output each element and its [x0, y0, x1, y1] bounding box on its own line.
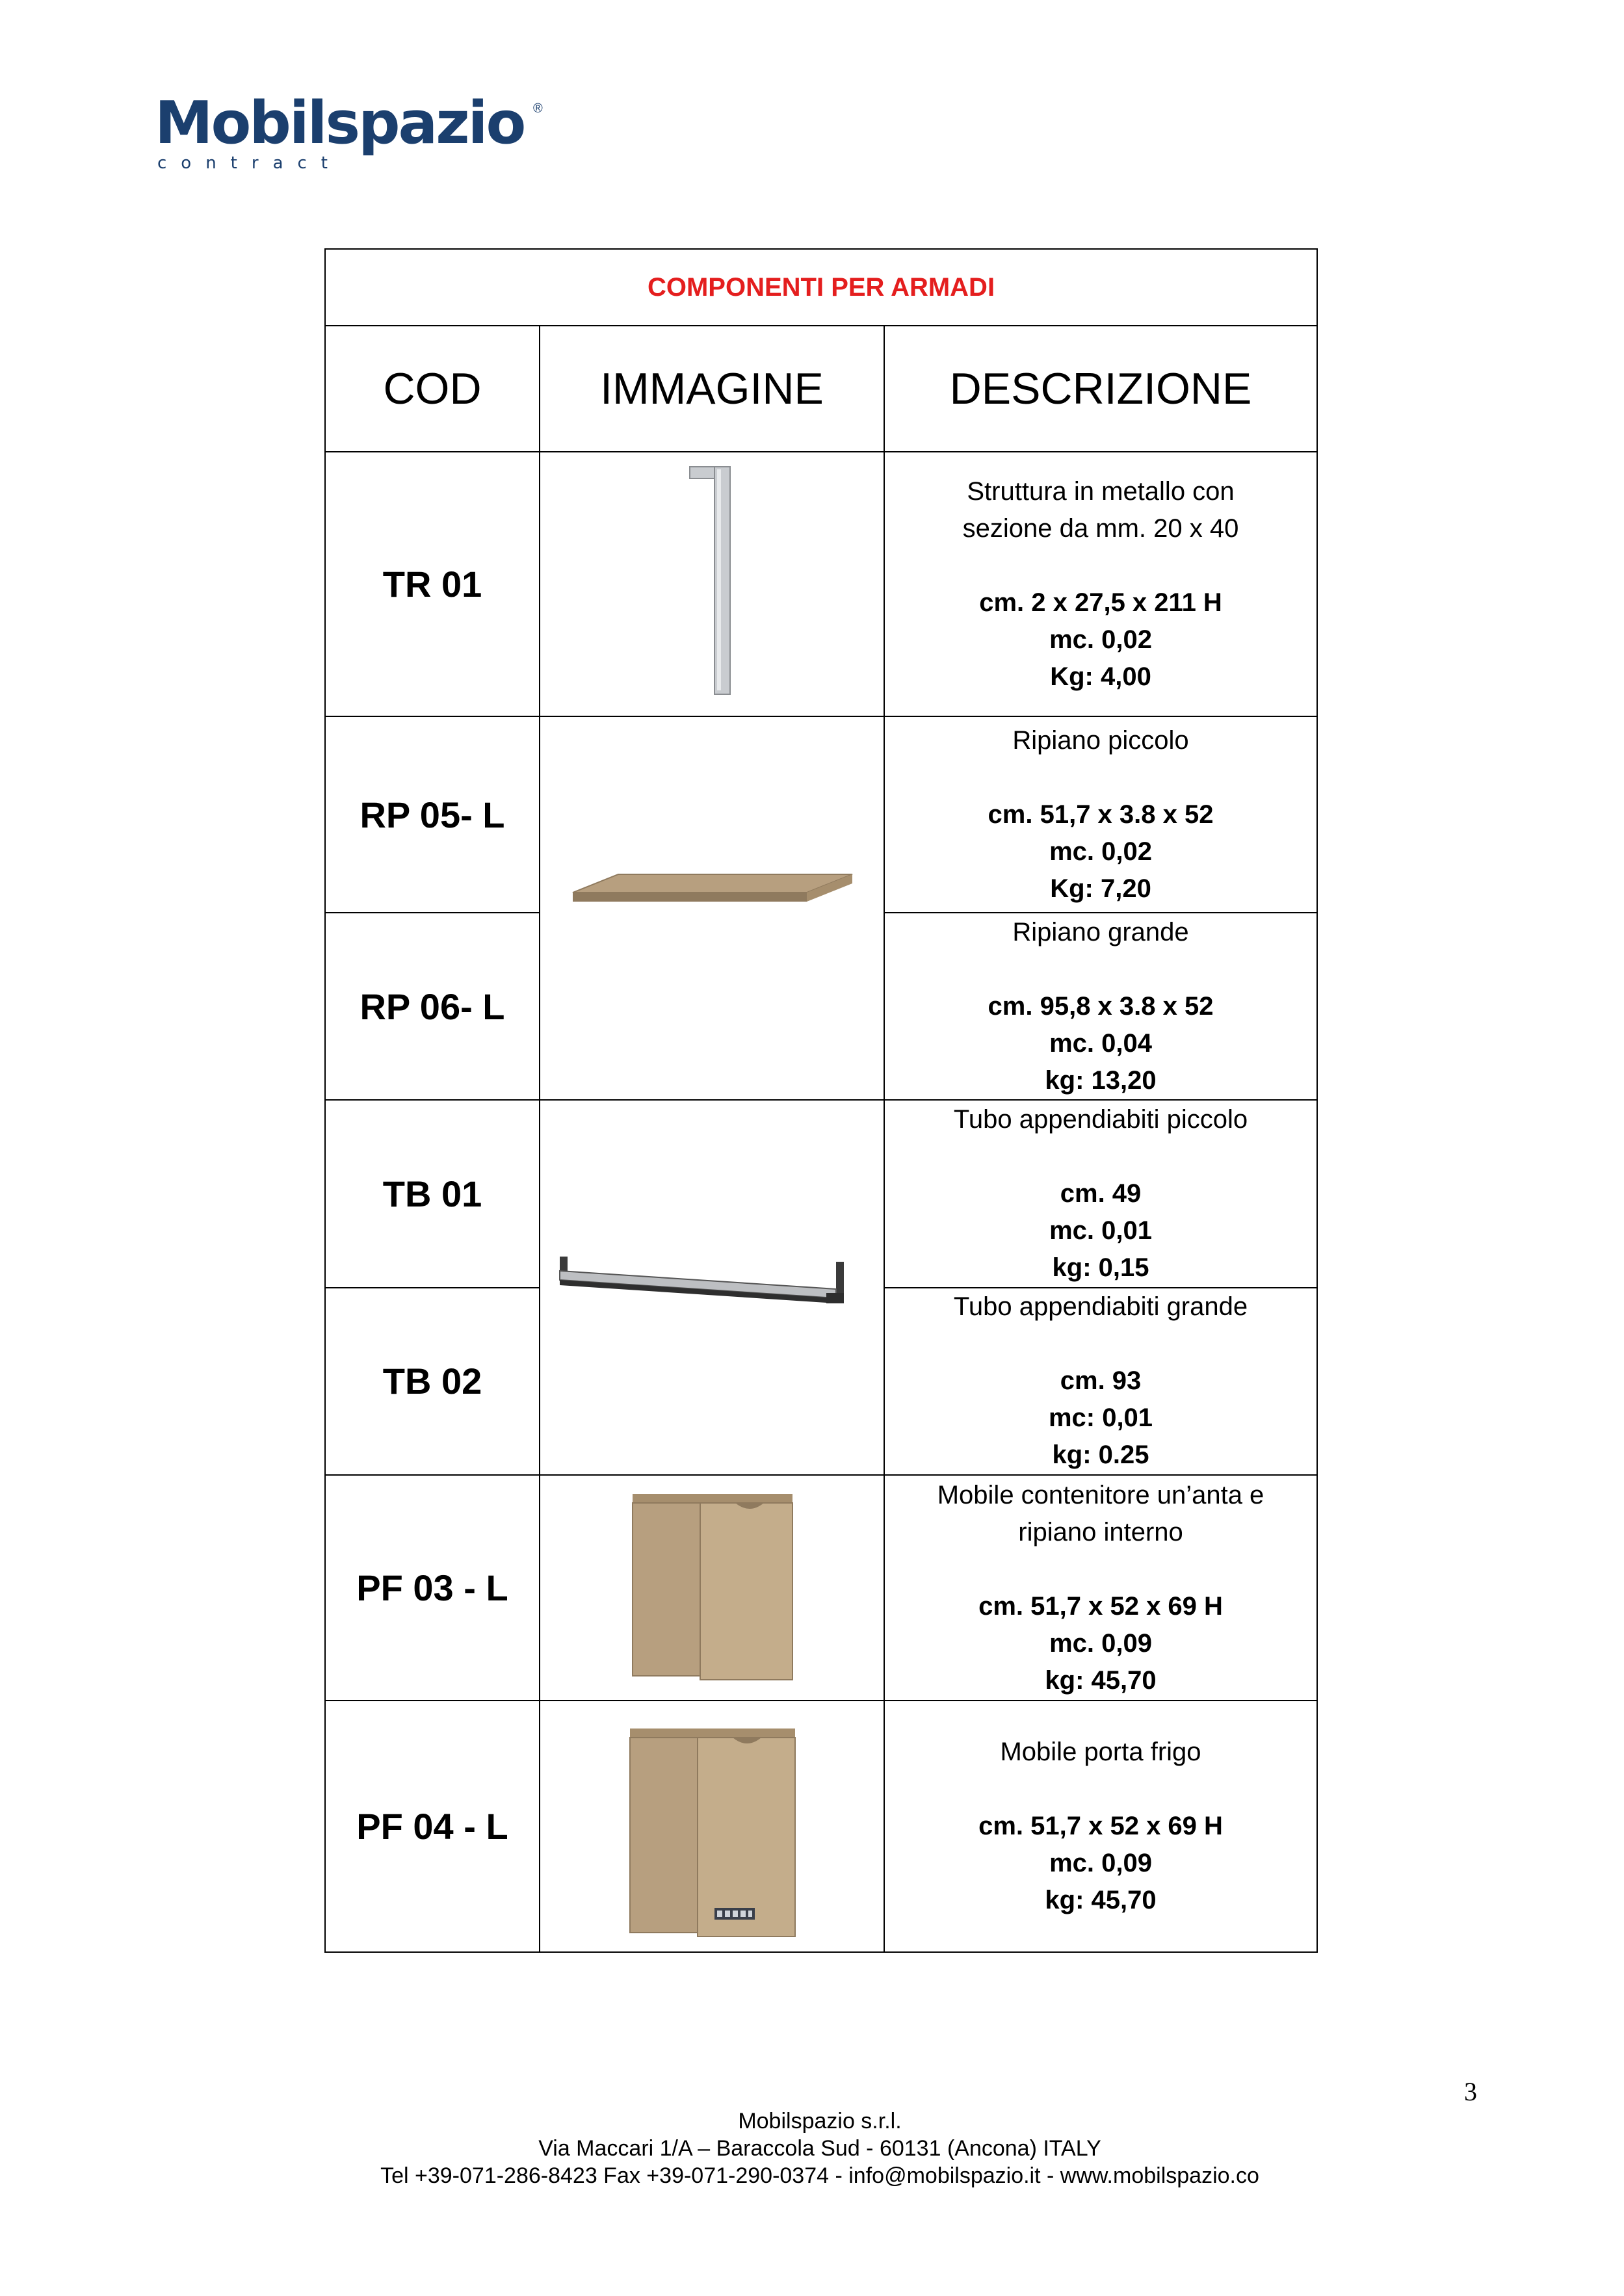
spec-volume: mc. 0,09 [1049, 1849, 1152, 1877]
spec-dimensions: cm. 93 [1060, 1366, 1142, 1396]
product-image-cell [540, 1701, 884, 1952]
spec-dimensions: cm. 49 [1060, 1179, 1142, 1208]
product-code: PF 04 - L [325, 1701, 540, 1952]
spec-volume: mc. 0,02 [1049, 625, 1152, 654]
product-code: TR 01 [325, 452, 540, 716]
spec-volume: mc. 0,09 [1049, 1628, 1152, 1658]
hanging-rail-image [540, 1101, 885, 1471]
shelf-image [540, 718, 885, 1095]
spec-weight: kg: 45,70 [1045, 1665, 1157, 1695]
logo-wordmark: Mobilspazio [155, 89, 525, 157]
product-image-cell [540, 1475, 884, 1701]
description-line: Ripiano piccolo [1012, 725, 1189, 755]
product-description [884, 716, 1317, 913]
description-line: Ripiano grande [1012, 917, 1189, 946]
spec-dimensions: cm. 2 x 27,5 x 211 H [979, 588, 1222, 617]
spec-dimensions: cm. 51,7 x 52 x 69 H [978, 1591, 1223, 1621]
company-logo [155, 91, 545, 182]
product-description [884, 913, 1317, 1100]
footer-contacts: Tel +39-071-286-8423 Fax +39-071-290-0374 - info@mobilspazio.it - www.mobilspazio.co [380, 2163, 1259, 2188]
product-description [884, 452, 1317, 716]
spec-dimensions: cm. 95,8 x 3.8 x 52 [988, 991, 1214, 1021]
table-row [325, 452, 1317, 716]
table-row [325, 1701, 1317, 1952]
product-code: TB 02 [325, 1288, 540, 1476]
components-table [324, 248, 1318, 1953]
spec-volume: mc. 0,01 [1049, 1216, 1152, 1245]
spec-weight: kg: 13,20 [1045, 1065, 1157, 1095]
header-immagine: IMMAGINE [540, 326, 884, 452]
spec-weight: kg: 0,15 [1052, 1253, 1149, 1282]
product-image-cell [540, 1100, 884, 1475]
product-code: TB 01 [325, 1100, 540, 1288]
product-image-cell [540, 452, 884, 716]
spec-volume: mc: 0,01 [1048, 1403, 1153, 1433]
product-description [884, 1475, 1317, 1701]
product-description [884, 1701, 1317, 1952]
spec-weight: kg: 0.25 [1052, 1441, 1149, 1470]
table-row [325, 1100, 1317, 1288]
product-code: PF 03 - L [325, 1475, 540, 1701]
spec-weight: kg: 45,70 [1045, 1886, 1157, 1914]
page-number: 3 [1464, 2077, 1477, 2106]
table-caption-row [325, 249, 1317, 326]
product-description [884, 1288, 1317, 1476]
footer [0, 2107, 1624, 2189]
spec-weight: Kg: 4,00 [1050, 662, 1151, 691]
description-line: Mobile porta frigo [1000, 1738, 1201, 1766]
description-line: Mobile contenitore un’anta e [937, 1480, 1264, 1509]
spec-dimensions: cm. 51,7 x 3.8 x 52 [988, 800, 1214, 829]
header-descrizione: DESCRIZIONE [884, 326, 1317, 452]
metal-frame-image [540, 452, 885, 712]
table-caption: COMPONENTI PER ARMADI [647, 272, 995, 302]
product-description [884, 1100, 1317, 1288]
table-header-row [325, 326, 1317, 452]
header-cod: COD [325, 326, 540, 452]
description-line: Struttura in metallo con [967, 476, 1235, 506]
footer-company: Mobilspazio s.r.l. [738, 2109, 902, 2133]
table-caption-cell [325, 249, 1317, 326]
spec-weight: Kg: 7,20 [1050, 874, 1151, 903]
product-code: RP 05- L [325, 716, 540, 913]
product-code: RP 06- L [325, 913, 540, 1100]
table-row [325, 716, 1317, 913]
logo-subtitle: contract [157, 153, 342, 173]
description-line: sezione da mm. 20 x 40 [962, 514, 1239, 543]
footer-address: Via Maccari 1/A – Baraccola Sud - 60131 (Ancona) ITALY [538, 2136, 1101, 2161]
cabinet-image [540, 1476, 885, 1697]
spec-dimensions: cm. 51,7 x 52 x 69 H [978, 1812, 1223, 1840]
description-line: ripiano interno [1018, 1517, 1183, 1546]
spec-volume: mc. 0,02 [1049, 837, 1152, 866]
product-image-cell [540, 716, 884, 1100]
fridge-cabinet-image [540, 1701, 885, 1948]
description-line: Tubo appendiabiti piccolo [953, 1104, 1248, 1134]
spec-volume: mc. 0,04 [1049, 1028, 1152, 1058]
logo-registered-mark: ® [533, 101, 543, 116]
table-row [325, 1475, 1317, 1701]
description-line: Tubo appendiabiti grande [953, 1292, 1248, 1322]
